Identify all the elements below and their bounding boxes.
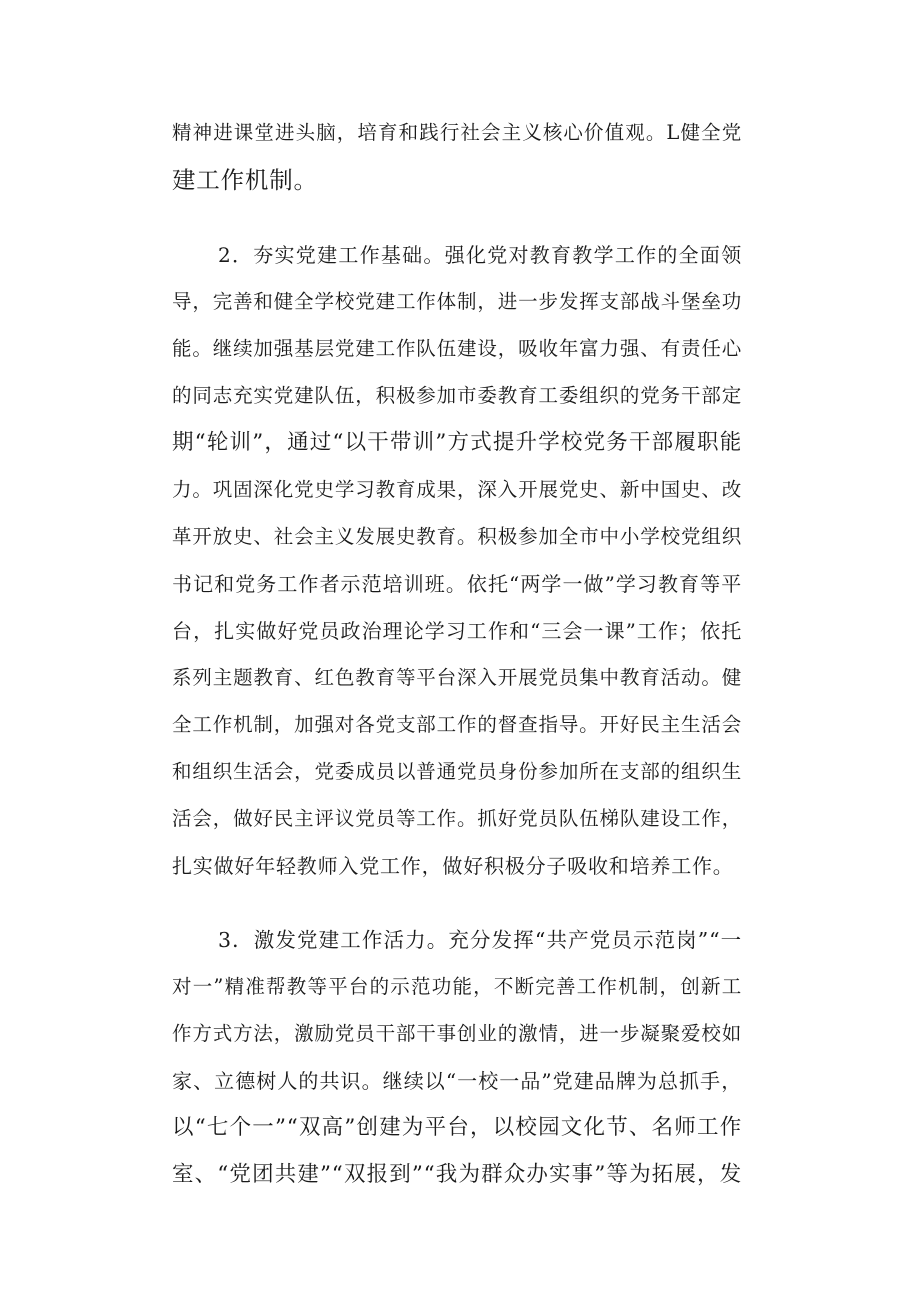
text-line: 3．激发党建工作活力。充分发挥“共产党员示范岗”“一 [218,928,742,952]
text-line: 活会，做好民主评议党员等工作。抓好党员队伍梯队建设工作， [172,807,742,830]
text-line: 书记和党务工作者示范培训班。依托“两学一做”学习教育等平 [172,572,742,596]
text-line: 力。巩固深化党史学习教育成果，深入开展党史、新中国史、改 [172,478,742,501]
text-line: 2．夯实党建工作基础。强化党对教育教学工作的全面领 [218,243,742,267]
text-line: 和组织生活会，党委成员以普通党员身份参加所在支部的组织生 [172,760,742,783]
text-line: 扎实做好年轻教师入党工作，做好积极分子吸收和培养工作。 [172,854,734,878]
text-line: 全工作机制，加强对各党支部工作的督查指导。开好民主生活会 [172,713,742,736]
text-line: 的同志充实党建队伍，积极参加市委教育工委组织的党务干部定 [172,384,742,407]
text-line: 以“七个一”“双高”创建为平台，以校园文化节、名师工作 [172,1115,742,1140]
text-line: 家、立德树人的共识。继续以“一校一品”党建品牌为总抓手， [172,1069,742,1093]
text-line: 对一”精准帮教等平台的示范功能，不断完善工作机制，创新工 [172,975,742,998]
text-line: 革开放史、社会主义发展史教育。积极参加全市中小学校党组织 [172,525,742,548]
text-line: 期“轮训”，通过“以干带训”方式提升学校党务干部履职能 [172,430,742,455]
text-line: 系列主题教育、红色教育等平台深入开展党员集中教育活动。健 [172,666,742,689]
text-line: 能。继续加强基层党建工作队伍建设，吸收年富力强、有责任心 [172,337,742,360]
text-line: 导，完善和健全学校党建工作体制，进一步发挥支部战斗堡垒功 [172,290,742,313]
text-line: 精神进课堂进头脑，培育和践行社会主义核心价值观。L健全党 [172,121,742,144]
text-line: 室、“党团共建”“双报到”“我为群众办实事”等为拓展，发 [172,1162,742,1187]
text-line: 台，扎实做好党员政治理论学习工作和“三会一课”工作；依托 [172,619,742,643]
text-line: 建工作机制。 [172,166,318,194]
text-line: 作方式方法，激励党员干部干事创业的激情，进一步凝聚爱校如 [172,1022,742,1045]
